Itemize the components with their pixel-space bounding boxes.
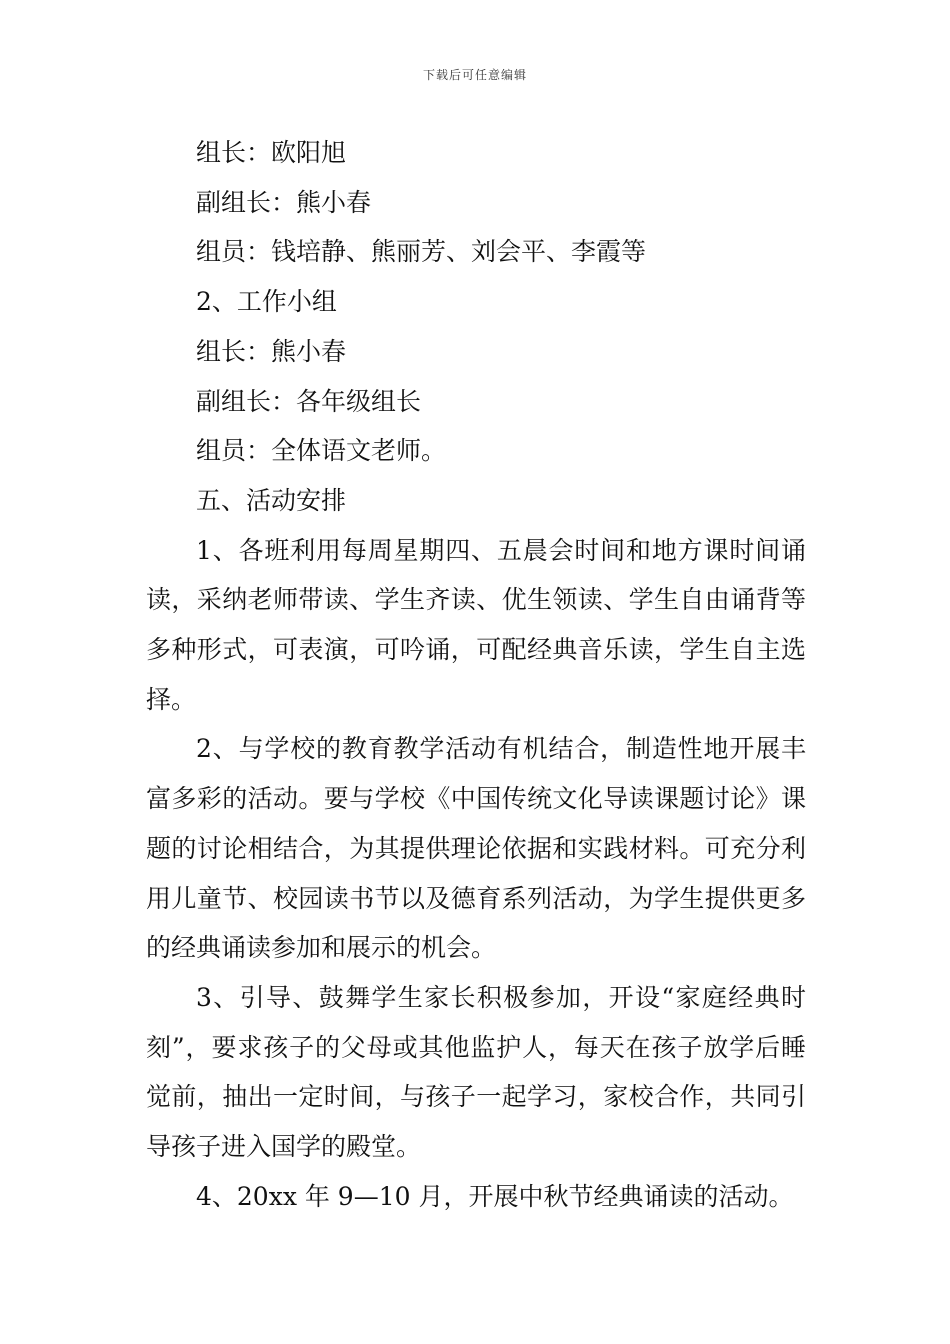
members-line: 组员：钱培静、熊丽芳、刘会平、李霞等 — [196, 237, 647, 267]
activity-paragraph-1: 1、各班利用每周星期四、五晨会时间和地方课时间诵读，采纳老师带读、学生齐读、优生领读、学生自由诵背等多种形式，可表演，可吟诵，可配经典音乐读，学生自主选择。 — [146, 535, 806, 714]
document-body — [146, 128, 806, 1221]
page-header-note: 下载后可任意编辑 — [422, 68, 527, 82]
deputy-leader-line: 副组长：熊小春 — [196, 187, 372, 217]
activity-paragraph-4: 4、20xx 年 9—10 月，开展中秋节经典诵读的活动。 — [196, 1181, 794, 1211]
section-heading-working-group: 2、工作小组 — [196, 287, 337, 317]
working-group-members-line: 组员：全体语文老师。 — [196, 436, 447, 466]
section-heading-activities: 五、活动安排 — [196, 485, 347, 515]
working-group-leader-line: 组长：熊小春 — [196, 336, 347, 366]
working-group-deputy-line: 副组长：各年级组长 — [196, 386, 422, 416]
activity-paragraph-2: 2、与学校的教育教学活动有机结合，制造性地开展丰富多彩的活动。要与学校《中国传统文化导读课题讨论》课题的讨论相结合，为其提供理论依据和实践材料。可充分利用儿童节、校园读书节以及德育系列活动，为学生提供更多的经典诵读参加和展示的机会。 — [146, 734, 806, 963]
team-leader-line: 组长：欧阳旭 — [196, 138, 347, 167]
activity-paragraph-3: 3、引导、鼓舞学生家长积极参加，开设“家庭经典时刻”，要求孩子的父母或其他监护人，每天在孩子放学后睡觉前，抽出一定时间，与孩子一起学习，家校合作，共同引导孩子进入国学的殿堂。 — [146, 982, 806, 1162]
